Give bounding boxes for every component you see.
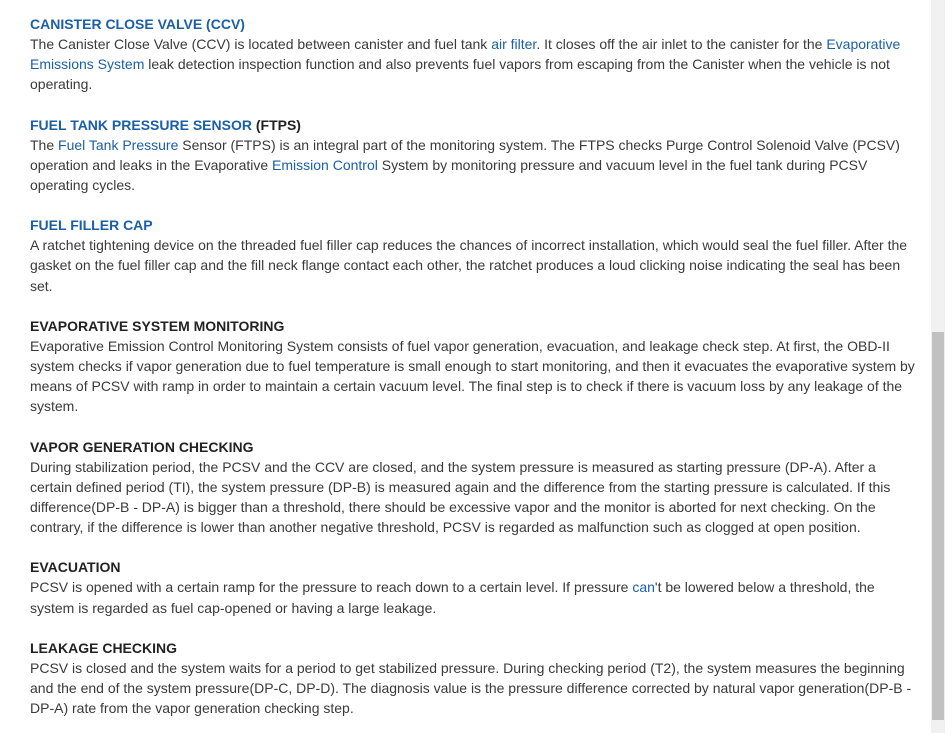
section-heading [30,115,915,135]
section-evap-monitoring [30,316,915,417]
body-text: . It closes off the air inlet to the canister for the [536,36,827,52]
can-link[interactable]: can [632,579,655,596]
heading-text: (FTPS) [251,116,301,133]
body-text: Sensor (FTPS) is an integral part of the monitoring system. The FTPS checks Purge Control Solenoid Valve (PCSV) operation and leaks in the Evaporative [30,136,900,173]
section-body: Evaporative Emission Control Monitoring System consists of fuel vapor generation, evacuation, and leakage check step. At first, the OBD-II system checks if vapor generation due to fuel temperature is small enough to start monitoring, and then it evacuates the evaporative system by means of PCSV with ramp in order to maintain a certain vacuum level. The final step is to check if there is vacuum loss by any leakage of the system. [30,337,915,415]
fuel-tank-pressure-link[interactable]: Fuel Tank Pressure [58,136,179,153]
section-body [30,577,915,617]
section-leakage-checking [30,638,915,719]
body-text: The [30,136,59,153]
section-body: PCSV is closed and the system waits for a period to get stabilized pressure. During checking period (T2), the system measures the beginning and the end of the system pressure(DP-C, DP-D). The diagnosis value is the pressure difference corrected by natural vapor generation(DP-B - DP-A) rate from the vapor generation checking step. [30,659,912,717]
section-body [30,135,915,196]
body-text: 't be lowered below a threshold, the system is regarded as fuel cap-opened or having a large leakage. [30,579,875,616]
vertical-scrollbar[interactable] [931,0,945,733]
section-evacuation [30,557,915,617]
heading-text-end: ) [240,16,245,32]
section-ftps [30,115,915,196]
section-body: A ratchet tightening device on the threaded fuel filler cap reduces the chances of incorrect installation, which would seal the fuel filler. After the gasket on the fuel filler cap and the fill neck flange contact each other, the ratchet produces a loud clicking noise indicating the seal has been set. [30,237,908,294]
heading-link[interactable]: CCV [210,16,241,32]
emission-control-link[interactable]: Emission Control [272,156,378,173]
section-ccv [30,14,915,95]
evaporative-emissions-link[interactable]: Evaporative Emissions System [30,36,901,73]
body-text: The Canister Close Valve (CCV) is located between canister and fuel tank [30,36,492,52]
air-filter-link[interactable]: air filter [491,36,537,52]
body-text: PCSV is opened with a certain ramp for the pressure to reach down to a certain level. If pressure [30,579,633,596]
section-vapor-generation [30,437,915,538]
heading-text: CANISTER CLOSE VALVE ( [30,16,211,32]
section-heading: VAPOR GENERATION CHECKING [30,438,254,455]
section-heading: EVACUATION [30,559,121,576]
article-content [30,14,915,738]
section-fuel-filler-cap [30,215,915,296]
heading-link[interactable]: FUEL FILLER CAP [30,217,153,234]
section-heading [30,215,915,235]
body-text: leak detection inspection function and also prevents fuel vapors from escaping from the Canister when the vehicle is not operating. [30,56,890,93]
section-heading: LEAKAGE CHECKING [30,639,178,656]
section-heading [30,14,915,34]
section-body [30,34,915,95]
scrollbar-thumb[interactable] [932,332,944,720]
section-heading: EVAPORATIVE SYSTEM MONITORING [30,317,285,334]
section-body: During stabilization period, the PCSV and the CCV are closed, and the system pressure is measured as starting pressure (DP-A). After a certain defined period (TI), the system pressure (DP-B) is measured again and the difference from the starting pressure is calculated. If this difference(DP-B - DP-A) is bigger than a threshold, there should be excessive vapor and the monitor is aborted for next checking. On the contrary, if the difference is lower than another negative threshold, PCSV is regarded as malfunction such as clogged at open position. [30,458,891,536]
body-text: System by monitoring pressure and vacuum level in the fuel tank during PCSV operating cycles. [30,156,868,194]
heading-link[interactable]: FUEL TANK PRESSURE SENSOR [30,116,252,133]
